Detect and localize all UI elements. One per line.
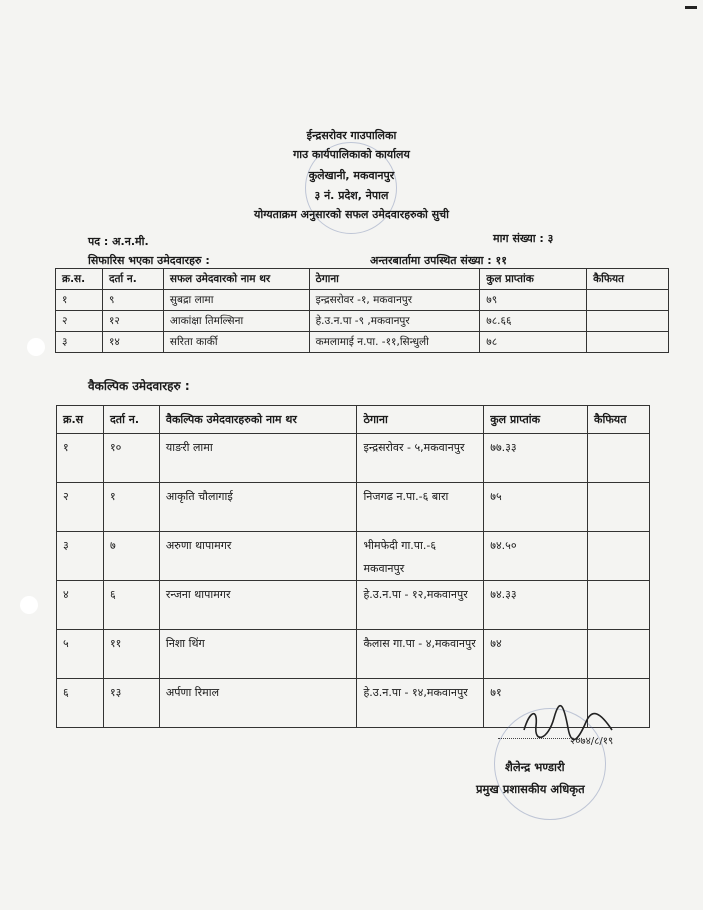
cell-serial: ३: [56, 332, 103, 353]
table-row: [57, 483, 650, 532]
cell-name: आकृति चौलागाई: [159, 483, 357, 532]
office-name: गाउ कार्यपालिकाको कार्यालय: [293, 148, 410, 161]
cell-total-marks: ७१: [484, 679, 588, 728]
cell-reg-no: १२: [102, 311, 163, 332]
cell-serial: ६: [57, 679, 104, 728]
table-row: [57, 532, 650, 581]
cell-reg-no: १: [103, 483, 159, 532]
table-row: [57, 630, 650, 679]
cell-remarks: [588, 483, 650, 532]
cell-reg-no: ११: [103, 630, 159, 679]
cell-serial: १: [57, 434, 104, 483]
cell-address: कैलास गा.पा - ४,मकवानपुर: [357, 630, 484, 679]
cell-serial: ४: [57, 581, 104, 630]
cell-total-marks: ७४.३३: [484, 581, 588, 630]
punch-hole: [20, 596, 38, 614]
table-row: [57, 434, 650, 483]
cell-total-marks: ७५: [484, 483, 588, 532]
demand-count: माग संख्या : ३: [493, 232, 554, 245]
col-total-marks: कुल प्राप्तांक: [484, 406, 588, 434]
handwritten-signature: [520, 700, 620, 748]
col-reg-no: दर्ता न.: [103, 406, 159, 434]
cell-total-marks: ७८.६६: [480, 311, 587, 332]
table-row: [56, 332, 669, 353]
signatory-title: प्रमुख प्रशासकीय अधिकृत: [476, 782, 585, 796]
cell-total-marks: ७८: [480, 332, 587, 353]
col-total-marks: कुल प्राप्तांक: [480, 269, 587, 290]
cell-total-marks: ७९: [480, 290, 587, 311]
cell-address: निजगढ न.पा.-६ बारा: [357, 483, 484, 532]
col-name: वैकल्पिक उमेदवारहरुको नाम थर: [159, 406, 357, 434]
cell-name: निशा थिंग: [159, 630, 357, 679]
punch-hole: [27, 338, 45, 356]
col-serial: क्र.स: [57, 406, 104, 434]
cell-address: हे.उ.न.पा -९ ,मकवानपुर: [309, 311, 480, 332]
table-header-row: [57, 406, 650, 434]
cell-remarks: [588, 532, 650, 581]
cell-remarks: [588, 434, 650, 483]
cell-name: रन्जना थापामगर: [159, 581, 357, 630]
cell-name: अरुणा थापामगर: [159, 532, 357, 581]
cell-serial: १: [56, 290, 103, 311]
cell-serial: २: [56, 311, 103, 332]
cell-address: कमलामाई न.पा. -११,सिन्धुली: [309, 332, 480, 353]
interview-count: अन्तरबार्तामा उपस्थित संख्या : ११: [370, 254, 507, 267]
col-remarks: कैफियत: [588, 406, 650, 434]
cell-reg-no: १३: [103, 679, 159, 728]
cell-reg-no: ९: [102, 290, 163, 311]
cell-serial: ५: [57, 630, 104, 679]
corner-mark: [685, 6, 697, 9]
cell-serial: २: [57, 483, 104, 532]
cell-address: भीमफेदी गा.पा.-६ मकवानपुर: [357, 532, 484, 581]
successful-candidates-table: [55, 268, 669, 353]
municipality-name: ईन्द्रसरोवर गाउपालिका: [306, 129, 397, 142]
cell-reg-no: ६: [103, 581, 159, 630]
cell-remarks: [588, 630, 650, 679]
cell-name: अर्पणा रिमाल: [159, 679, 357, 728]
col-remarks: कैफियत: [587, 269, 669, 290]
document-title: योग्यताक्रम अनुसारको सफल उमेदवारहरुको सुची: [253, 208, 450, 221]
recommended-heading: सिफारिस भएका उमेदवारहरु :: [88, 254, 210, 267]
cell-name: याङरी लामा: [159, 434, 357, 483]
cell-name: सुबद्रा लामा: [163, 290, 309, 311]
col-address: ठेगाना: [309, 269, 480, 290]
cell-serial: ३: [57, 532, 104, 581]
province-line: ३ नं. प्रदेश, नेपाल: [314, 189, 389, 202]
table-row: [57, 581, 650, 630]
cell-remarks: [588, 581, 650, 630]
cell-address: इन्द्रसरोवर - ५,मकवानपुर: [357, 434, 484, 483]
cell-address: इन्द्रसरोवर -१, मकवानपुर: [309, 290, 480, 311]
col-address: ठेगाना: [357, 406, 484, 434]
cell-address: हे.उ.न.पा - १४,मकवानपुर: [357, 679, 484, 728]
signatory-name: शैलेन्द्र भण्डारी: [505, 760, 565, 774]
cell-remarks: [587, 290, 669, 311]
col-reg-no: दर्ता न.: [102, 269, 163, 290]
signature-date: २०७४/८/१९: [570, 736, 614, 747]
signature-line: [498, 738, 582, 739]
cell-total-marks: ७७.३३: [484, 434, 588, 483]
table-header-row: [56, 269, 669, 290]
cell-name: आकांक्षा तिमल्सिना: [163, 311, 309, 332]
cell-reg-no: ७: [103, 532, 159, 581]
alternate-heading: वैकल्पिक उमेदवारहरु :: [88, 379, 190, 393]
col-name: सफल उमेदवारको नाम थर: [163, 269, 309, 290]
cell-remarks: [587, 311, 669, 332]
table-row: [56, 290, 669, 311]
cell-total-marks: ७४: [484, 630, 588, 679]
cell-reg-no: १४: [102, 332, 163, 353]
cell-total-marks: ७४.५०: [484, 532, 588, 581]
cell-name: सरिता कार्की: [163, 332, 309, 353]
cell-address: हे.उ.न.पा - १२,मकवानपुर: [357, 581, 484, 630]
cell-remarks: [587, 332, 669, 353]
cell-reg-no: १०: [103, 434, 159, 483]
post-label: पद : अ.न.मी.: [88, 235, 149, 248]
office-location: कुलेखानी, मकवानपुर: [308, 169, 395, 182]
alternate-candidates-table: [56, 405, 650, 728]
table-row: [56, 311, 669, 332]
col-serial: क्र.स.: [56, 269, 103, 290]
